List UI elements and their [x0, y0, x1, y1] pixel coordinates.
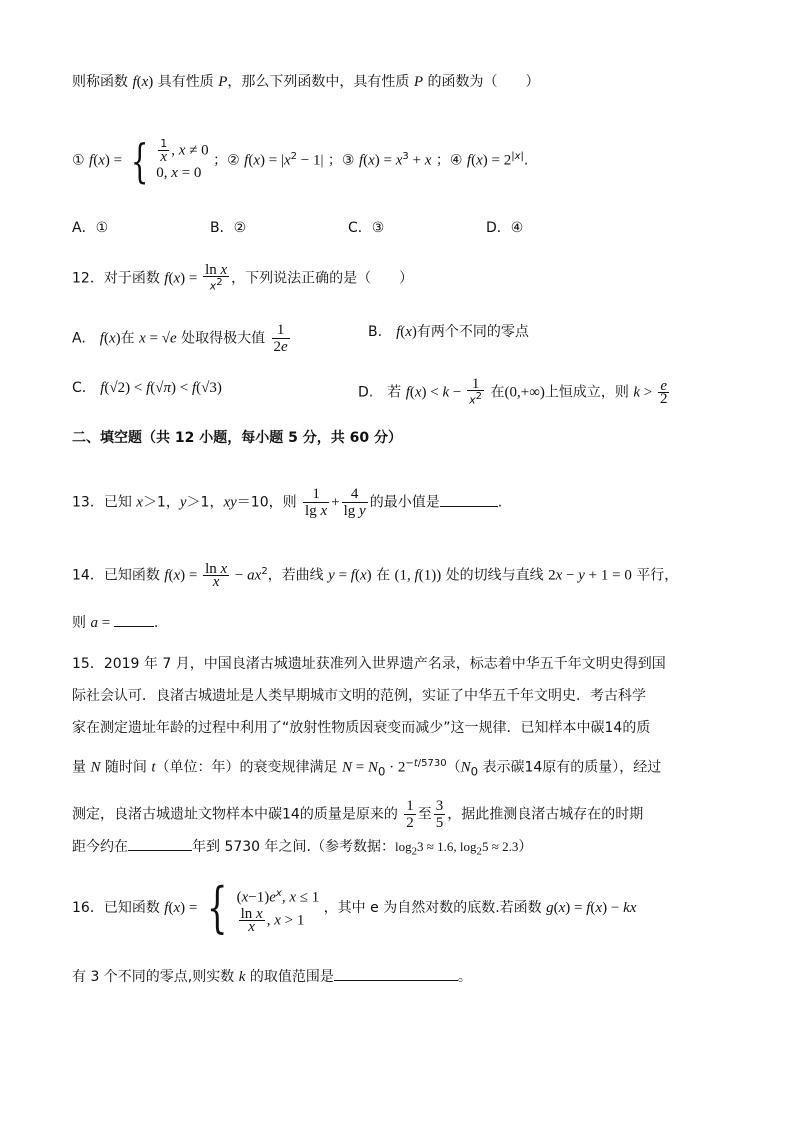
q11-option-c[interactable]: C．③ [348, 220, 385, 236]
q11-option-a[interactable]: A．① [72, 220, 109, 236]
q15-line4: 量 N 随时间 t（单位：年）的衰变规律满足 $N = N_0 \cdot 2^{-t/5730}(N_0$ 表示碳14原有的质量），经过 [72, 758, 662, 779]
left-brace: { [130, 133, 148, 188]
q11-option-d[interactable]: D．④ [486, 220, 524, 236]
q15-line3: 家在测定遗址年龄的过程中利用了“放射性物质因衰变而减少”这一规律．已知样本中碳14的质 [72, 720, 651, 736]
q13-answer-blank[interactable] [440, 492, 498, 507]
q13: 13．已知 x＞1，y＞1，xy＝10，则 $\frac{1}{\text{lg x}}$ + $\frac{4}{\text{lg y}}$ 的最小值是 . [72, 486, 503, 519]
q14-line1: 14．已知函数 f(x) = $\frac{\text{ln x}}{x}$ − $ax^2$，若曲线 y = f(x) 在 (1, f(1)) 处的切线与直线 2x − y + 1 = 0 平行， [72, 561, 679, 591]
q12-option-a[interactable]: A. f(x)在 x = √e 处取得极大值 $\frac{1}{2e}$ [72, 322, 288, 355]
section-heading: 二、填空题（共 12 小题，每小题 5 分，共 60 分） [72, 430, 402, 446]
q15-line5: 测定，良渚古城遗址文物样本中碳14的质量是原来的 $\frac{1}{2}$ 至 $\frac{3}{5}$ ，据此推测良渚古城存在的时期 [72, 798, 644, 831]
q11-functions: ① f(x) = { $\frac{1}{x}$ , x ≠ 0 0, x = 0 ；② $f(x) = |x^2 - 1|$ ；③ $f(x) = x^3 + x$ ；④ $f(x) = 2^{|x|}$. [72, 133, 529, 188]
q14-line2: 则 a = . [72, 612, 158, 633]
q11-option-b[interactable]: B．② [210, 220, 247, 236]
intro-line: 则称函数 f(x) 具有性质 P，那么下列函数中，具有性质 P 的函数为（ ） [72, 74, 540, 90]
q15-line6: 距今约在 年到 5730 年之间.（参考数据：$\log_23 \approx 1.6$, $\log_25 \approx 2.3$） [72, 836, 532, 862]
q12-option-b[interactable]: B. f(x)有两个不同的零点 [368, 324, 529, 340]
q16-line2: 有 3 个不同的零点,则实数 k 的取值范围是 。 [72, 966, 472, 987]
left-brace: { [206, 876, 228, 939]
q15-line1: 15．2019 年 7 月，中国良渚古城遗址获准列入世界遗产名录，标志着中华五千年文明史得到国 [72, 656, 666, 672]
q12-option-d[interactable]: D. 若 f(x) < k − $\frac{1}{x^2}$ 在(0,+∞)上恒成立，则 k > $\frac{e}{2}$ [358, 376, 668, 407]
q14-answer-blank[interactable] [114, 612, 154, 627]
q16-answer-blank[interactable] [334, 966, 458, 981]
q15-line2: 际社会认可．良渚古城遗址是人类早期城市文明的范例，实证了中华五千年文明史．考古科学 [72, 688, 646, 704]
q12-option-c[interactable]: C. f(√2) < f(√π) < f(√3) [72, 380, 222, 396]
q12-stem: 12．对于函数 f(x) = $\frac{\text{ln x}}{x^2}$ ，下列说法正确的是（ ） [72, 262, 414, 293]
q15-answer-blank[interactable] [128, 836, 192, 851]
q16-line1: 16．已知函数 f(x) = { $(x-1)e^x$, x ≤ 1 $\frac{\text{ln x}}{x}$ , x > 1 ，其中 e 为自然对数的底数.若函数 g(x) = f(x) − kx [72, 876, 637, 939]
